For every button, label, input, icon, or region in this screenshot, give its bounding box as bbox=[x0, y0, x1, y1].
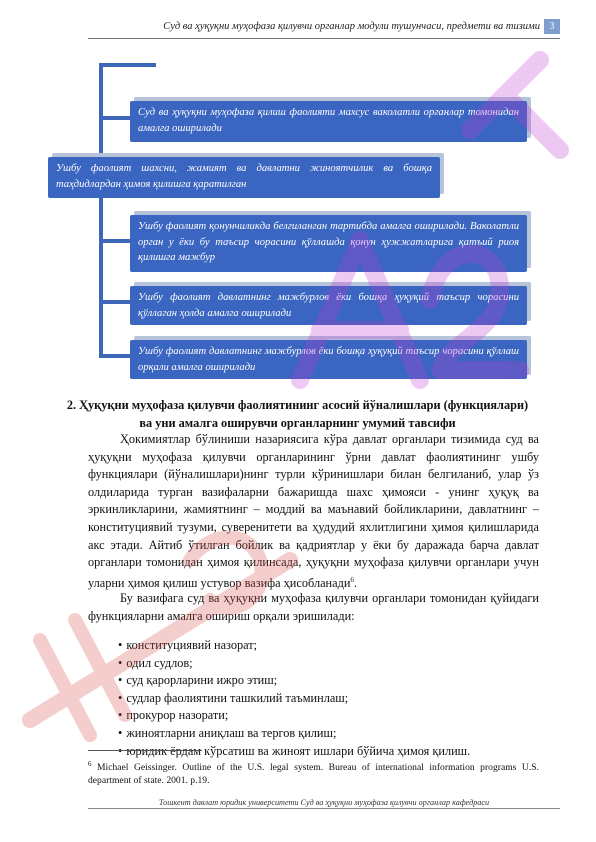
diagram-box-5: Ушбу фаолият давлатнинг мажбурлов ёки бошқа ҳуқуқий таъсир чорасини қўллаш орқали амалга оширилади bbox=[130, 340, 527, 379]
paragraph-1-end: . bbox=[353, 575, 357, 590]
list-item: • юридик ёрдам кўрсатиш ва жиноят ишлари бўйича ҳимоя қилиш. bbox=[118, 743, 470, 761]
diagram-connector-3 bbox=[99, 239, 130, 243]
footnote bbox=[88, 758, 539, 787]
footnote-divider bbox=[88, 750, 202, 751]
page-footer: Тошкент давлат юридик университети Суд ва ҳуқуқни муҳофаза қилувчи органлар кафедраси bbox=[158, 798, 490, 807]
list-item: • одил судлов; bbox=[118, 655, 470, 673]
diagram-box-4: Ушбу фаолият давлатнинг мажбурлов ёки бошқа ҳуқуқий таъсир чорасини қўллаган ҳолда амалга оширилади bbox=[130, 286, 527, 325]
watermark-stroke-red bbox=[40, 620, 125, 735]
diagram-connector-5 bbox=[99, 354, 130, 358]
paragraph-2-text: Бу вазифага суд ва ҳуқуқни муҳофаза қилувчи органлари томонидан қуйидаги функцияларни амалга ошириш орқали эришилади: bbox=[88, 591, 539, 623]
paragraph-1 bbox=[88, 431, 539, 592]
diagram-connector-top bbox=[99, 63, 156, 67]
diagram-connector-4 bbox=[99, 300, 130, 304]
diagram-box-3: Ушбу фаолият қонунчиликда белгиланган тартибда амалга оширилади. Ваколатли орган у ёки бу таъсир чорасини қўллашда қонун ҳужжатларига қатъий риоя қилишга мажбур bbox=[130, 215, 527, 272]
list-item: • конституциявий назорат; bbox=[118, 637, 470, 655]
footnote-text: Michael Geissinger. Outline of the U.S. legal system. Bureau of international information programs U.S. department of state. 2001. p.19. bbox=[88, 762, 539, 786]
diagram-connector-vertical bbox=[99, 63, 103, 356]
paragraph-2 bbox=[88, 590, 539, 625]
header-title: Суд ва ҳуқуқни муҳофаза қилувчи органлар модули тушунчаси, предмети ва тизими bbox=[163, 21, 540, 32]
list-item: • суд қарорларини ижро этиш; bbox=[118, 672, 470, 690]
page-number: 3 bbox=[544, 19, 560, 34]
list-item: • судлар фаолиятини ташкилий таъминлаш; bbox=[118, 690, 470, 708]
footnote-reference: 6 bbox=[350, 575, 354, 584]
diagram-connector-1 bbox=[99, 116, 130, 120]
functions-list bbox=[118, 637, 470, 760]
diagram-box-1: Суд ва ҳуқуқни муҳофаза қилиш фаолияти махсус ваколатли органлар томонидан амалга оширилади bbox=[130, 101, 527, 142]
paragraph-1-text: Ҳокимиятлар бўлиниши назариясига кўра давлат органлари тизимида суд ва ҳуқуқни муҳофаза қилувчи органларининг ўрни давлат фаолиятининг ушбу функциялари (йўналишлари)нинг турли кўринишлари билан белгиланиб, улар ўз олдиларида турган вазифаларни бажаришда шахс ҳимояси - унинг ҳуқуқ ва эркинликларини, жамиятнинг – моддий ва маънавий бойликларини, давлатнинг – конституциявий тузуми, суверенитети ва ҳудудий яхлитлигини ҳимоя қилишларида акс этади. Айтиб ўтилган бойлик ва қадриятлар у ёки бу даражада барча давлат органлари томонидан ҳимоя қилинсада, ҳуқуқни муҳофаза қилувчи органлари учун уларни ҳимоя қилиш устувор вазифа ҳисобланади bbox=[88, 432, 539, 590]
diagram-box-2: Ушбу фаолият шахсни, жамият ва давлатни жиноятчилик ва бошқа таҳдидлардан ҳимоя қилишга қаратилган bbox=[48, 157, 440, 198]
footer-divider bbox=[88, 808, 560, 809]
header-divider bbox=[88, 38, 560, 39]
footnote-number: 6 bbox=[88, 760, 92, 768]
section-heading: 2. Ҳуқуқни муҳофаза қилувчи фаолиятининг асосий йўналишлари (функциялари) ва уни амалга оширувчи органларнинг умумий тавсифи bbox=[66, 398, 529, 430]
list-item: • жиноятларни аниқлаш ва тергов қилиш; bbox=[118, 725, 470, 743]
list-item: • прокурор назорати; bbox=[118, 707, 470, 725]
